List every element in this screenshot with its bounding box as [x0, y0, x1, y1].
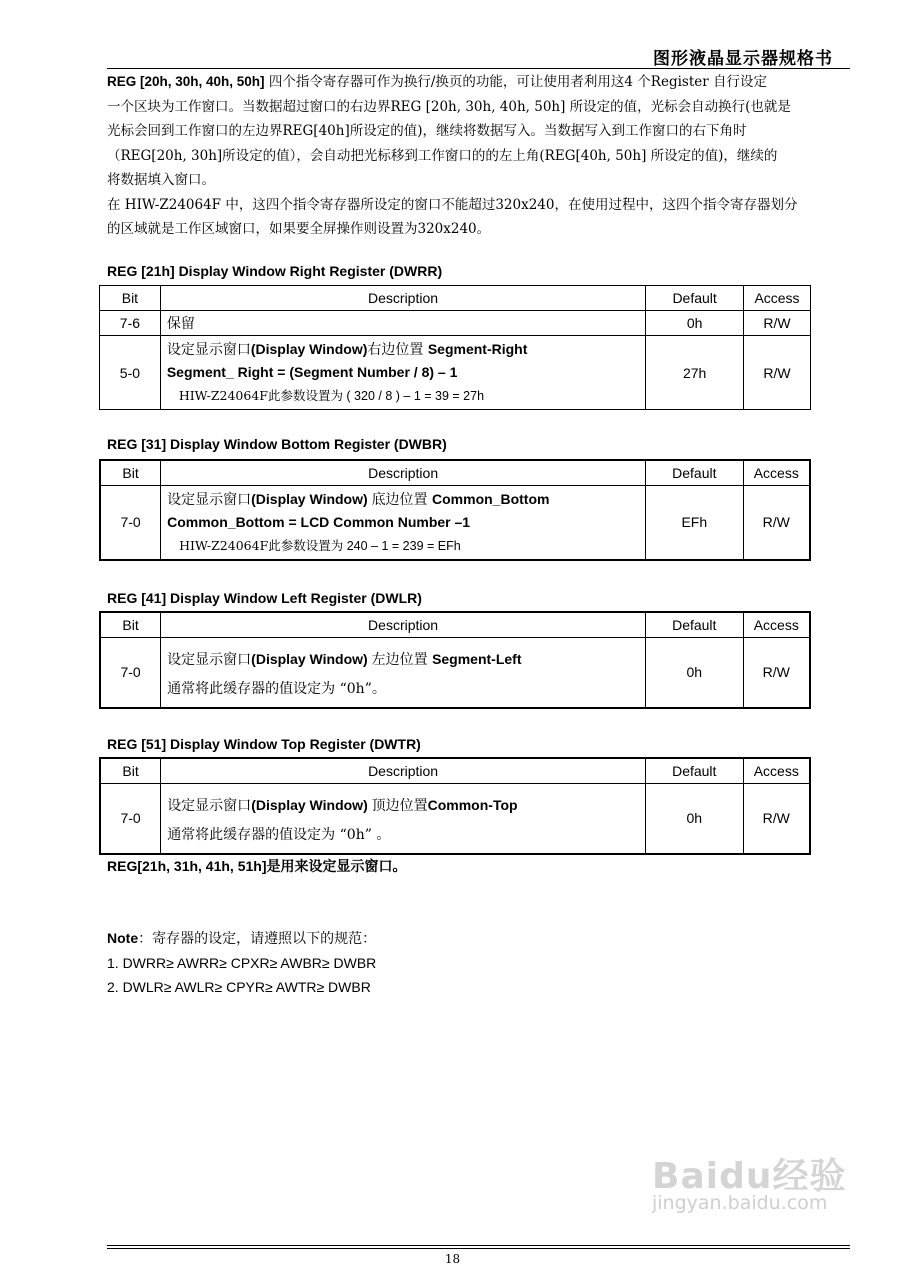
header-access: Access	[744, 286, 811, 311]
footer-rule	[107, 1245, 850, 1246]
note-text: ：寄存器的设定，请遵照以下的规范：	[138, 931, 377, 947]
desc-text: Common-Top	[427, 796, 518, 813]
desc-text: Segment-Right	[427, 341, 528, 357]
bit-cell: 7-0	[100, 638, 161, 708]
intro-line-5: 将数据填入窗口。	[107, 172, 215, 188]
desc-text: (Display Window)	[251, 650, 372, 667]
desc-text: 设定显示窗口	[167, 491, 252, 508]
desc-text: 通常将此缓存器的值设定为 “0h” 。	[167, 826, 391, 843]
default-cell: 0h	[645, 784, 743, 854]
bit-cell: 5-0	[100, 336, 161, 410]
table-header-row	[100, 286, 811, 311]
header-bit: Bit	[100, 286, 161, 311]
desc-text: 设定显示窗口	[167, 797, 252, 814]
description-cell: 保留	[160, 311, 645, 336]
desc-text: (Display Window)	[250, 341, 368, 357]
formula-text: Common_Bottom = LCD Common Number –1	[167, 513, 471, 530]
desc-text: Segment-Left	[432, 650, 522, 667]
bit-cell: 7-6	[100, 311, 161, 336]
dwlr-title: REG [41] Display Window Left Register (DWLR)	[107, 590, 422, 606]
access-cell: R/W	[743, 486, 810, 560]
desc-text: Common_Bottom	[432, 490, 550, 507]
header-access: Access	[743, 612, 810, 638]
page-number: 18	[444, 1252, 461, 1266]
desc-text: 右边位置	[367, 342, 428, 358]
note-label: Note	[107, 930, 139, 946]
table-row	[100, 336, 811, 410]
default-cell: 0h	[646, 311, 744, 336]
watermark-url: jingyan.baidu.com	[652, 1192, 828, 1214]
desc-text: 此参数设置为 240 – 1 = 239 = EFh	[268, 538, 461, 553]
default-cell: EFh	[646, 486, 744, 560]
document-header-title: 图形液晶显示器规格书	[653, 49, 833, 69]
note-section	[107, 926, 852, 999]
intro-line-7: 的区域就是工作区域窗口，如果要全屏操作则设置为320x240。	[107, 221, 491, 237]
desc-text: 设定显示窗口	[167, 651, 252, 668]
header-bit: Bit	[100, 612, 161, 638]
intro-paragraph	[107, 70, 852, 242]
footer-rule	[107, 1248, 850, 1249]
summary-text: REG[21h, 31h, 41h, 51h]是用来设定显示窗口。	[107, 858, 407, 874]
default-cell: 27h	[646, 336, 744, 410]
header-description: Description	[161, 460, 646, 486]
dwtr-title: REG [51] Display Window Top Register (DWTR)	[107, 736, 421, 752]
table-header-row	[100, 758, 810, 784]
desc-text: 顶边位置	[371, 797, 428, 814]
formula-text: Segment_ Right = (Segment Number / 8) – 1	[166, 364, 458, 380]
header-bit: Bit	[100, 460, 161, 486]
header-description: Description	[161, 758, 646, 784]
intro-register-list: REG [20h, 30h, 40h, 50h]	[107, 74, 265, 89]
dwtr-table	[99, 757, 811, 855]
table-row	[100, 784, 810, 854]
desc-text: 左边位置	[371, 651, 433, 668]
header-default: Default	[645, 758, 743, 784]
model-name: HIW-Z24064F	[179, 537, 269, 553]
desc-text: 设定显示窗口	[166, 342, 251, 358]
intro-line-3: 光标会回到工作窗口的左边界REG[40h]所设定的值)，继续将数据写入。当数据写入到工作窗口的右下角时	[107, 123, 747, 139]
desc-text: (Display Window)	[251, 490, 372, 507]
bit-cell: 7-0	[100, 486, 161, 560]
header-bit: Bit	[100, 758, 161, 784]
header-default: Default	[645, 612, 743, 638]
header-description: Description	[161, 612, 646, 638]
table-header-row	[100, 612, 810, 638]
watermark-logo: Baidu经验	[652, 1156, 847, 1197]
table-row	[100, 486, 810, 560]
description-cell	[161, 638, 646, 708]
default-cell: 0h	[645, 638, 743, 708]
dwbr-table	[99, 459, 811, 561]
table-header-row	[100, 460, 810, 486]
dwlr-table	[99, 611, 811, 709]
dwbr-title: REG [31] Display Window Bottom Register (DWBR)	[107, 436, 447, 452]
header-default: Default	[646, 286, 744, 311]
header-description: Description	[160, 286, 645, 311]
intro-line-6: 在 HIW-Z24064F 中，这四个指令寄存器所设定的窗口不能超过320x240，在使用过程中，这四个指令寄存器划分	[107, 196, 798, 213]
access-cell: R/W	[743, 784, 810, 854]
description-cell	[160, 336, 645, 410]
access-cell: R/W	[743, 638, 810, 708]
desc-text: (Display Window)	[251, 796, 372, 813]
access-cell: R/W	[744, 311, 811, 336]
header-access: Access	[743, 460, 810, 486]
description-cell	[161, 784, 646, 854]
dwrr-table	[99, 285, 811, 410]
intro-line-4: （REG[20h, 30h]所设定的值），会自动把光标移到工作窗口的的左上角(REG[40h, 50h] 所设定的值)，继续的	[107, 147, 778, 164]
dwrr-title: REG [21h] Display Window Right Register (DWRR)	[107, 263, 443, 279]
description-cell	[161, 486, 646, 560]
header-rule	[107, 68, 850, 69]
intro-line-1: 四个指令寄存器可作为换行/换页的功能，可让使用者利用这4 个Register 自行设定	[268, 74, 767, 90]
desc-text: 底边位置	[371, 491, 433, 508]
note-rule-1: 1. DWRR≥ AWRR≥ CPXR≥ AWBR≥ DWBR	[107, 955, 377, 971]
header-access: Access	[743, 758, 810, 784]
table-row	[100, 638, 810, 708]
access-cell: R/W	[744, 336, 811, 410]
bit-cell: 7-0	[100, 784, 161, 854]
desc-text: 此参数设置为 ( 320 / 8 ) – 1 = 39 = 27h	[267, 389, 485, 403]
intro-line-2: 一个区块为工作窗口。当数据超过窗口的右边界REG [20h, 30h, 40h, 50h] 所设定的值，光标会自动换行(也就是	[107, 98, 791, 115]
desc-text: 通常将此缓存器的值设定为 “0h”。	[167, 680, 386, 697]
note-rule-2: 2. DWLR≥ AWLR≥ CPYR≥ AWTR≥ DWBR	[107, 979, 371, 995]
model-name: HIW-Z24064F	[178, 388, 268, 403]
header-default: Default	[646, 460, 744, 486]
table-row	[100, 311, 811, 336]
